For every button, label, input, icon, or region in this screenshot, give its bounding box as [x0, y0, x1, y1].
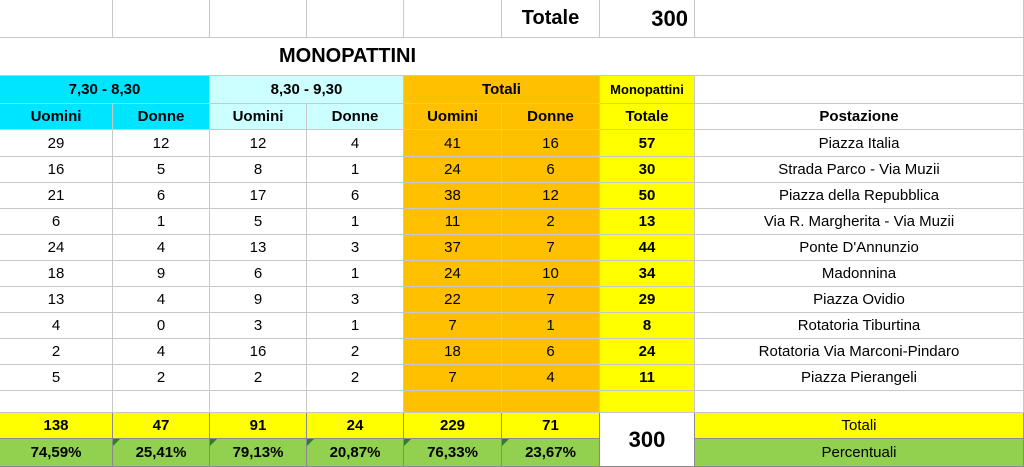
total-cell-u1[interactable]: 138: [0, 413, 113, 439]
col-header-totale[interactable]: Totale: [600, 104, 695, 130]
cell-donne-slot1[interactable]: 0: [113, 313, 210, 339]
cell-donne-slot2[interactable]: 1: [307, 261, 404, 287]
cell-totale[interactable]: 11: [600, 365, 695, 391]
cell-uomini-slot1[interactable]: 24: [0, 235, 113, 261]
cell-postazione[interactable]: Rotatoria Via Marconi-Pindaro: [695, 339, 1024, 365]
percent-cell-d2[interactable]: 20,87%: [307, 439, 404, 467]
cell-uomini-slot2[interactable]: 16: [210, 339, 307, 365]
cell-donne-totali[interactable]: 6: [502, 157, 600, 183]
col-header-uomini[interactable]: Uomini: [404, 104, 502, 130]
cell-uomini-slot2[interactable]: 6: [210, 261, 307, 287]
cell-uomini-slot1[interactable]: 18: [0, 261, 113, 287]
cell-donne-slot1[interactable]: 5: [113, 157, 210, 183]
cell-totale[interactable]: 8: [600, 313, 695, 339]
cell-donne-totali[interactable]: 6: [502, 339, 600, 365]
total-cell-d2[interactable]: 24: [307, 413, 404, 439]
error-indicator-icon: [113, 439, 120, 446]
cell-donne-slot2[interactable]: 1: [307, 313, 404, 339]
cell-donne-slot1[interactable]: 1: [113, 209, 210, 235]
col-header-uomini[interactable]: Uomini: [0, 104, 113, 130]
col-header-uomini[interactable]: Uomini: [210, 104, 307, 130]
cell-uomini-totali[interactable]: 24: [404, 261, 502, 287]
error-indicator-icon: [404, 439, 411, 446]
empty-cell[interactable]: [307, 0, 404, 38]
empty-cell[interactable]: [695, 76, 1024, 104]
cell-totale[interactable]: 34: [600, 261, 695, 287]
cell-totale[interactable]: 50: [600, 183, 695, 209]
cell-totale[interactable]: 44: [600, 235, 695, 261]
cell-postazione[interactable]: Piazza della Repubblica: [695, 183, 1024, 209]
cell-totale[interactable]: 13: [600, 209, 695, 235]
cell-uomini-slot2[interactable]: 9: [210, 287, 307, 313]
cell-uomini-slot1[interactable]: 6: [0, 209, 113, 235]
cell-uomini-totali[interactable]: 22: [404, 287, 502, 313]
percent-cell-d1[interactable]: 25,41%: [113, 439, 210, 467]
cell-postazione[interactable]: Piazza Italia: [695, 130, 1024, 157]
empty-cell[interactable]: [695, 0, 1024, 38]
empty-cell[interactable]: [404, 0, 502, 38]
cell-donne-totali[interactable]: 4: [502, 365, 600, 391]
cell-postazione[interactable]: Piazza Ovidio: [695, 287, 1024, 313]
cell-donne-totali[interactable]: 7: [502, 287, 600, 313]
sheet-title[interactable]: MONOPATTINI: [0, 38, 695, 76]
empty-cell[interactable]: [695, 38, 1024, 76]
cell-donne-slot2[interactable]: 3: [307, 287, 404, 313]
empty-cell[interactable]: [113, 391, 210, 413]
cell-donne-slot1[interactable]: 9: [113, 261, 210, 287]
cell-uomini-slot2[interactable]: 2: [210, 365, 307, 391]
cell-totale[interactable]: 30: [600, 157, 695, 183]
cell-postazione[interactable]: Via R. Margherita - Via Muzii: [695, 209, 1024, 235]
cell-uomini-slot2[interactable]: 12: [210, 130, 307, 157]
cell-uomini-slot2[interactable]: 13: [210, 235, 307, 261]
cell-donne-slot2[interactable]: 2: [307, 339, 404, 365]
empty-cell[interactable]: [307, 391, 404, 413]
cell-uomini-slot2[interactable]: 17: [210, 183, 307, 209]
cell-donne-slot2[interactable]: 6: [307, 183, 404, 209]
empty-cell[interactable]: [210, 391, 307, 413]
cell-uomini-slot2[interactable]: 8: [210, 157, 307, 183]
grand-total[interactable]: 300: [600, 413, 695, 467]
empty-cell[interactable]: [113, 0, 210, 38]
cell-donne-slot1[interactable]: 12: [113, 130, 210, 157]
cell-donne-slot2[interactable]: 1: [307, 157, 404, 183]
total-cell-ut[interactable]: 229: [404, 413, 502, 439]
cell-donne-slot2[interactable]: 3: [307, 235, 404, 261]
cell-uomini-slot1[interactable]: 4: [0, 313, 113, 339]
percent-cell-u2[interactable]: 79,13%: [210, 439, 307, 467]
cell-uomini-slot2[interactable]: 3: [210, 313, 307, 339]
cell-donne-totali[interactable]: 10: [502, 261, 600, 287]
total-cell-d1[interactable]: 47: [113, 413, 210, 439]
cell-donne-slot2[interactable]: 4: [307, 130, 404, 157]
group-header-slot2[interactable]: 8,30 - 9,30: [210, 76, 404, 104]
cell-donne-slot1[interactable]: 6: [113, 183, 210, 209]
error-indicator-icon: [210, 439, 217, 446]
cell-totale[interactable]: 57: [600, 130, 695, 157]
cell-uomini-totali[interactable]: 24: [404, 157, 502, 183]
cell-postazione[interactable]: Piazza Pierangeli: [695, 365, 1024, 391]
empty-cell[interactable]: [210, 0, 307, 38]
cell-donne-totali[interactable]: 7: [502, 235, 600, 261]
col-header-postazione[interactable]: Postazione: [695, 104, 1024, 130]
cell-donne-totali[interactable]: 16: [502, 130, 600, 157]
cell-uomini-slot1[interactable]: 21: [0, 183, 113, 209]
cell-donne-slot1[interactable]: 4: [113, 287, 210, 313]
totale-label[interactable]: Totale: [502, 0, 600, 38]
col-header-donne[interactable]: Donne: [113, 104, 210, 130]
cell-totale[interactable]: 24: [600, 339, 695, 365]
empty-cell[interactable]: [600, 391, 695, 413]
percent-label[interactable]: Percentuali: [695, 439, 1024, 467]
cell-donne-slot2[interactable]: 1: [307, 209, 404, 235]
col-header-donne[interactable]: Donne: [307, 104, 404, 130]
totals-label[interactable]: Totali: [695, 413, 1024, 439]
cell-donne-totali[interactable]: 1: [502, 313, 600, 339]
cell-uomini-totali[interactable]: 37: [404, 235, 502, 261]
empty-cell[interactable]: [0, 0, 113, 38]
cell-uomini-slot1[interactable]: 2: [0, 339, 113, 365]
group-header-totali[interactable]: Totali: [404, 76, 600, 104]
cell-uomini-totali[interactable]: 11: [404, 209, 502, 235]
error-indicator-icon: [502, 439, 509, 446]
cell-uomini-slot1[interactable]: 5: [0, 365, 113, 391]
cell-uomini-totali[interactable]: 41: [404, 130, 502, 157]
cell-donne-totali[interactable]: 12: [502, 183, 600, 209]
error-indicator-icon: [307, 439, 314, 446]
totale-value[interactable]: 300: [600, 0, 695, 38]
empty-cell[interactable]: [0, 391, 113, 413]
group-header-slot1[interactable]: 7,30 - 8,30: [0, 76, 210, 104]
percent-cell-ut[interactable]: 76,33%: [404, 439, 502, 467]
cell-uomini-totali[interactable]: 7: [404, 313, 502, 339]
cell-donne-slot1[interactable]: 2: [113, 365, 210, 391]
cell-postazione[interactable]: Madonnina: [695, 261, 1024, 287]
cell-donne-totali[interactable]: 2: [502, 209, 600, 235]
cell-uomini-totali[interactable]: 7: [404, 365, 502, 391]
cell-donne-slot1[interactable]: 4: [113, 339, 210, 365]
total-cell-u2[interactable]: 91: [210, 413, 307, 439]
cell-uomini-slot2[interactable]: 5: [210, 209, 307, 235]
percent-cell-dt[interactable]: 23,67%: [502, 439, 600, 467]
cell-uomini-slot1[interactable]: 29: [0, 130, 113, 157]
total-cell-dt[interactable]: 71: [502, 413, 600, 439]
empty-cell[interactable]: [695, 391, 1024, 413]
cell-postazione[interactable]: Rotatoria Tiburtina: [695, 313, 1024, 339]
percent-cell-u1[interactable]: 74,59%: [0, 439, 113, 467]
col-header-donne[interactable]: Donne: [502, 104, 600, 130]
cell-uomini-totali[interactable]: 38: [404, 183, 502, 209]
cell-postazione[interactable]: Strada Parco - Via Muzii: [695, 157, 1024, 183]
empty-cell[interactable]: [404, 391, 502, 413]
cell-postazione[interactable]: Ponte D'Annunzio: [695, 235, 1024, 261]
cell-donne-slot2[interactable]: 2: [307, 365, 404, 391]
cell-uomini-slot1[interactable]: 13: [0, 287, 113, 313]
cell-donne-slot1[interactable]: 4: [113, 235, 210, 261]
group-header-monopattini[interactable]: Monopattini: [600, 76, 695, 104]
cell-uomini-totali[interactable]: 18: [404, 339, 502, 365]
empty-cell[interactable]: [502, 391, 600, 413]
cell-totale[interactable]: 29: [600, 287, 695, 313]
cell-uomini-slot1[interactable]: 16: [0, 157, 113, 183]
